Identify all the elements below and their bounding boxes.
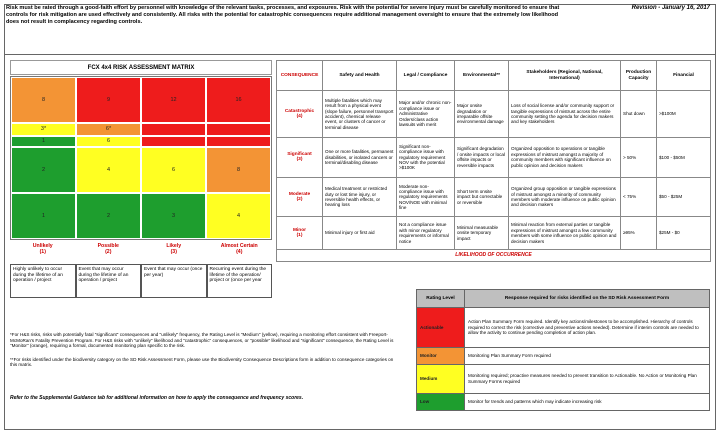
col-financial: Financial bbox=[657, 61, 711, 91]
production-cell: Shut down bbox=[621, 91, 657, 138]
rating-row bbox=[417, 347, 710, 364]
safety-cell: Minimal injury or first aid bbox=[323, 217, 397, 250]
consequence-row bbox=[277, 91, 711, 138]
likelihood-labels bbox=[10, 240, 272, 262]
likelihood-description: Event that may occur during the lifetime of an operation / project bbox=[76, 264, 142, 298]
matrix-cell: 8 bbox=[206, 147, 271, 193]
environmental-cell: Significant degradation / onsite impacts or local offsite impacts or reversible impacts bbox=[455, 137, 509, 177]
col-production: Production Capacity bbox=[621, 61, 657, 91]
col-environmental: Environmental** bbox=[455, 61, 509, 91]
matrix-cell: 4 bbox=[206, 193, 271, 239]
matrix-cell: 6 bbox=[141, 147, 206, 193]
rating-row bbox=[417, 393, 710, 410]
rating-level-swatch: Monitor bbox=[417, 347, 465, 364]
matrix-cell: 4 bbox=[76, 147, 141, 193]
legal-cell: Moderate non-compliance issue with regulatory requirements NOV/NOE with minimal fine bbox=[397, 177, 455, 217]
rating-level-swatch: Medium bbox=[417, 365, 465, 394]
production-cell: ≥95% bbox=[621, 217, 657, 250]
consequence-level: Significant (3) bbox=[277, 137, 323, 177]
col-rating-level: Rating Level bbox=[417, 290, 465, 308]
matrix-cell: 2 bbox=[11, 147, 76, 193]
col-response-required: Response required for risks identified on the SD Risk Assessment Form bbox=[465, 290, 710, 308]
safety-cell: Medical treatment or restricted duty or lost time injury, or reversible health effects, or hearing loss bbox=[323, 177, 397, 217]
header-text: Risk must be rated through a good-faith effort by personnel with knowledge of the relevant tasks, processes, and exposures. Risk with the potential for severe injury must be carefully monitored to ensure that controls for risk mitigation are used effectively and consistently. All risks with the potential for catastrophic consequences require additional management oversight to ensure that the extremely low likelihood does not result in complacency regarding controls. bbox=[6, 5, 560, 25]
rating-level-table bbox=[416, 289, 710, 411]
likelihood-description: Recurring event during the lifetime of the operation/ project or (once per year bbox=[207, 264, 273, 298]
col-consequence: CONSEQUENCE bbox=[277, 61, 323, 91]
stakeholder-cell: Organized opposition to operations or tangible expressions of mistrust amongst a majority of community members with significant influence on public opinion and decision makers bbox=[509, 137, 621, 177]
rating-level-swatch: Actionable bbox=[417, 308, 465, 348]
legal-cell: Significant non-compliance issue with regulatory requirement NOV with the potential >$100K bbox=[397, 137, 455, 177]
supplemental-reference: Refer to the Supplemental Guidance tab for additional information on how to apply the consequence and frequency scores. bbox=[10, 395, 304, 401]
matrix-cell bbox=[206, 123, 271, 136]
matrix-cell bbox=[206, 136, 271, 147]
likelihood-description: Event that may occur (once per year) bbox=[141, 264, 207, 298]
financial-cell: $25M - $0 bbox=[657, 217, 711, 250]
matrix-cell: 12 bbox=[141, 77, 206, 123]
likelihood-description: Highly unlikely to occur during the lifetime of an operation / project bbox=[10, 264, 76, 298]
revision-label: Revision - January 16, 2017 bbox=[631, 5, 710, 11]
likelihood-label: Unlikely (1) bbox=[32, 243, 53, 255]
footnote-biodiversity: **For risks identified under the biodiversity category on the SD Risk Assessment Form, please use the Biodiversity Consequence Descriptions form in addition to consequence categories on this matrix. bbox=[10, 356, 394, 368]
consequence-level: Catastrophic (4) bbox=[277, 91, 323, 138]
environmental-cell: Major onsite degradation or irreparable offsite environmental damage bbox=[455, 91, 509, 138]
matrix-cell: 16 bbox=[206, 77, 271, 123]
likelihood-label: Possible (2) bbox=[97, 243, 119, 255]
environmental-cell: Short term onsite impact but correctable or reversible bbox=[455, 177, 509, 217]
matrix-cell: 2 bbox=[76, 193, 141, 239]
col-legal: Legal / Compliance bbox=[397, 61, 455, 91]
matrix-title: FCX 4x4 RISK ASSESSMENT MATRIX bbox=[10, 60, 272, 75]
legal-cell: Not a compliance issue with minor regulatory requirements or informal notice bbox=[397, 217, 455, 250]
footnote-hs: *For H&S risks, risks with potentially fatal "significant" consequences and "unlikely" frequency, the Rating Level is "Medium" (yellow), requiring a monitoring effort consistent with Freeport-McMoRan's Fatality Prevention Program. For H&S risks with "unlikely" likelihood and "catastrophic" consequences, or "possible" likelihood and "significant" consequence, the Rating Level is "Monitor" (orange), requiring a formal, documented monitoring plan specific to the risk. bbox=[10, 332, 394, 349]
rating-row bbox=[417, 365, 710, 394]
financial-cell: $100 - $50M bbox=[657, 137, 711, 177]
consequence-row bbox=[277, 177, 711, 217]
matrix-cell: 1 bbox=[11, 136, 76, 147]
consequence-level: Minor (1) bbox=[277, 217, 323, 250]
footnotes bbox=[10, 332, 400, 376]
likelihood-label: Likely (3) bbox=[166, 243, 182, 255]
rating-response: Action Plan Summary Form required. Identify key actions/milestones to be accomplished. Hierarchy of controls required to correct the risk (corrective and preventive actions needed). Determine if interim controls are needed to allow the activity to continue pending completion of action plan. bbox=[465, 308, 710, 348]
matrix-cell bbox=[141, 136, 206, 147]
col-safety: Safety and Health bbox=[323, 61, 397, 91]
rating-response: Monitoring Plan Summary Form required bbox=[465, 347, 710, 364]
header-divider bbox=[4, 54, 716, 55]
col-stakeholders: Stakeholders (Regional, National, International) bbox=[509, 61, 621, 91]
stakeholder-cell: Organized group opposition or tangible expressions of mistrust amongst a minority of community members with moderate influence on public opinion and decision makers bbox=[509, 177, 621, 217]
matrix-cell: 8 bbox=[11, 77, 76, 123]
rating-response: Monitoring required; proactive measures needed to prevent transition to Actionable. No Action or Monitoring Plan Summary Forms required bbox=[465, 365, 710, 394]
matrix-cell: 1 bbox=[11, 193, 76, 239]
safety-cell: Multiple fatalities which may result from a physical event (slope failure, personnel transport accident), chemical release event, or clusters of cancer or terminal disease bbox=[323, 91, 397, 138]
rating-row bbox=[417, 308, 710, 348]
consequence-table bbox=[276, 60, 711, 262]
consequence-level: Moderate (2) bbox=[277, 177, 323, 217]
consequence-row bbox=[277, 137, 711, 177]
production-cell: < 75% bbox=[621, 177, 657, 217]
rating-response: Monitor for trends and patterns which may indicate increasing risk bbox=[465, 393, 710, 410]
matrix-cell: 6* bbox=[76, 123, 141, 136]
matrix-cell: 3 bbox=[141, 193, 206, 239]
financial-cell: >$100M bbox=[657, 91, 711, 138]
likelihood-descriptions bbox=[10, 264, 272, 298]
likelihood-label: Almost Certain (4) bbox=[220, 243, 258, 255]
rating-level-swatch: Low bbox=[417, 393, 465, 410]
financial-cell: $50 - $25M bbox=[657, 177, 711, 217]
stakeholder-cell: Loss of social license and/or community support or tangible expressions of mistrust across the entire community setting the agenda for decision makers and key stakeholders bbox=[509, 91, 621, 138]
matrix-cell: 3* bbox=[11, 123, 76, 136]
safety-cell: One or more fatalities, permanent disabilities, or isolated cancers or terminal/disabling disease bbox=[323, 137, 397, 177]
matrix-cell: 6 bbox=[76, 136, 141, 147]
legal-cell: Major and/or chronic non-compliance issue or Administrative Orders/class action lawsuits with merit bbox=[397, 91, 455, 138]
stakeholder-cell: Minimal reaction from external parties or tangible expressions of mistrust amongst a few community members with some influence on public opinion and decision makers bbox=[509, 217, 621, 250]
matrix-cell bbox=[141, 123, 206, 136]
consequence-row bbox=[277, 217, 711, 250]
matrix-cell: 9 bbox=[76, 77, 141, 123]
environmental-cell: Minimal measurable onsite temporary impact bbox=[455, 217, 509, 250]
likelihood-footer: LIKELIHOOD OF OCCURRENCE bbox=[277, 250, 711, 262]
production-cell: > 50% bbox=[621, 137, 657, 177]
risk-matrix-grid bbox=[10, 76, 272, 240]
